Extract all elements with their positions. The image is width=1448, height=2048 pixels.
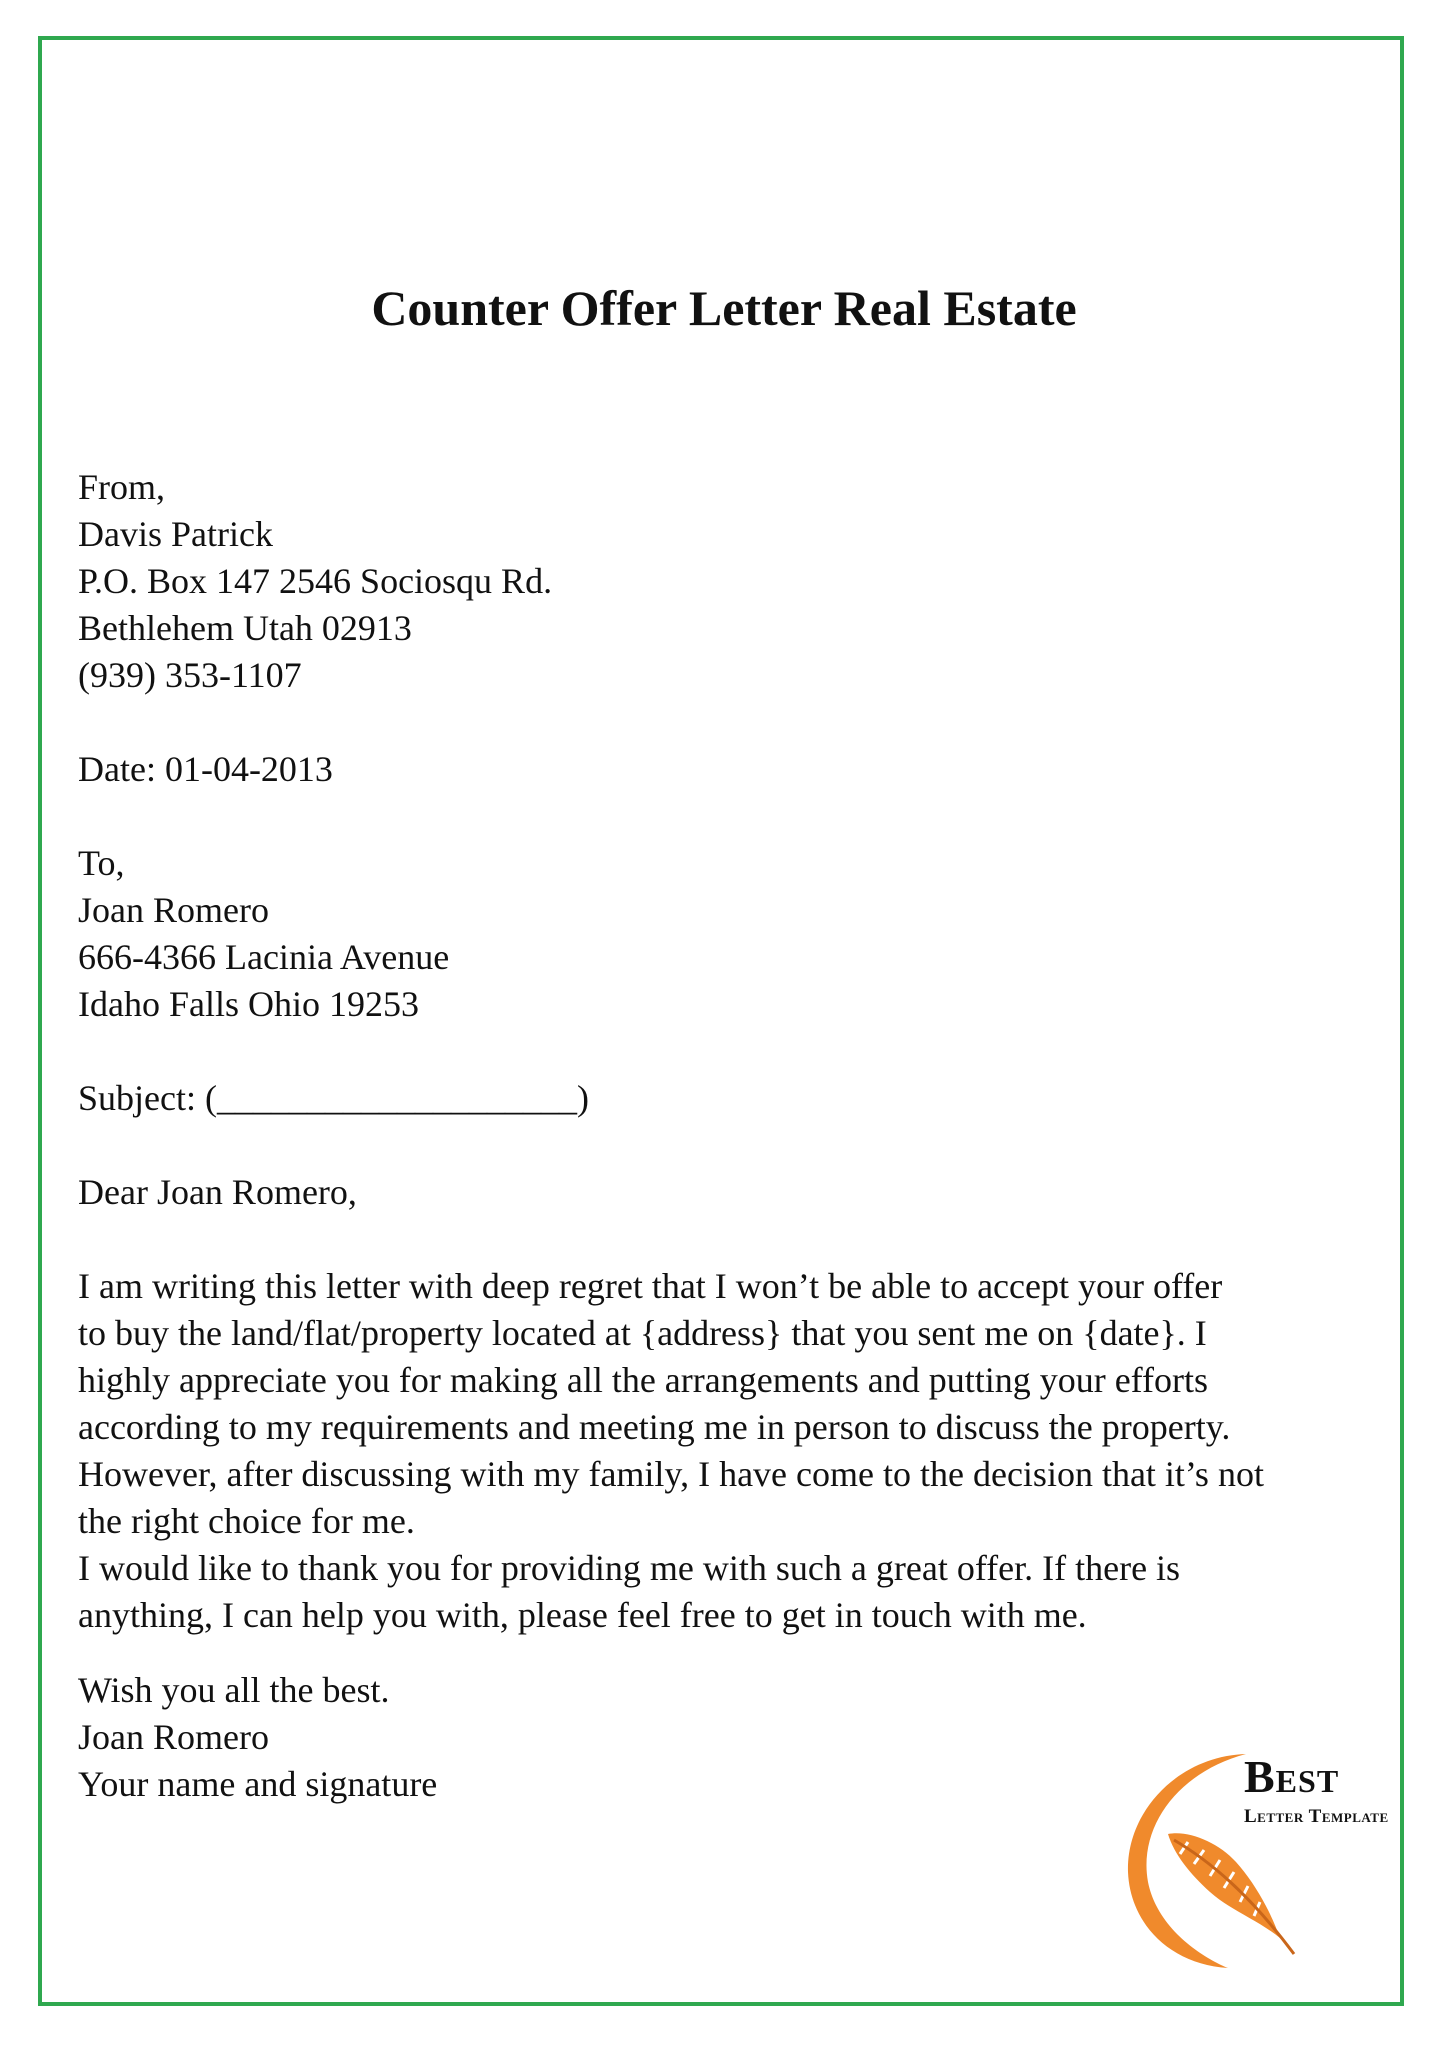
best-letter-template-logo xyxy=(1118,1742,1418,1972)
letter-body xyxy=(78,464,1378,1808)
body-paragraph xyxy=(78,1263,1378,1639)
recipient-block xyxy=(78,840,1378,1028)
body-line: I am writing this letter with deep regret that I won’t be able to accept your offer xyxy=(78,1266,1223,1306)
recipient-name: Joan Romero xyxy=(78,890,269,930)
sender-address-line2: Bethlehem Utah 02913 xyxy=(78,608,412,648)
letter-title: Counter Offer Letter Real Estate xyxy=(371,280,1077,336)
body-line: anything, I can help you with, please feel free to get in touch with me. xyxy=(78,1595,1087,1635)
to-label: To, xyxy=(78,843,125,883)
logo-subtitle: Letter Template xyxy=(1244,1806,1389,1827)
body-line: However, after discussing with my family, I have come to the decision that it’s not xyxy=(78,1454,1264,1494)
body-line: the right choice for me. xyxy=(78,1501,415,1541)
sender-name: Davis Patrick xyxy=(78,514,273,554)
sender-phone: (939) 353-1107 xyxy=(78,655,302,695)
closing-name: Joan Romero xyxy=(78,1717,269,1757)
recipient-address-line2: Idaho Falls Ohio 19253 xyxy=(78,984,419,1024)
subject-line: Subject: (____________________) xyxy=(78,1078,589,1118)
letter-date: Date: 01-04-2013 xyxy=(78,749,333,789)
from-label: From, xyxy=(78,467,166,507)
recipient-address-line1: 666-4366 Lacinia Avenue xyxy=(78,937,450,977)
logo-wordmark: Best xyxy=(1244,1751,1340,1802)
sender-block xyxy=(78,464,1378,699)
closing-line: Wish you all the best. xyxy=(78,1670,390,1710)
body-line: to buy the land/flat/property located at {address} that you sent me on {date}. I xyxy=(78,1313,1207,1353)
salutation: Dear Joan Romero, xyxy=(78,1172,357,1212)
body-line: according to my requirements and meeting me in person to discuss the property. xyxy=(78,1407,1231,1447)
signature-note: Your name and signature xyxy=(78,1764,438,1804)
body-line: highly appreciate you for making all the arrangements and putting your efforts xyxy=(78,1360,1208,1400)
sender-address-line1: P.O. Box 147 2546 Sociosqu Rd. xyxy=(78,561,553,601)
body-line: I would like to thank you for providing me with such a great offer. If there is xyxy=(78,1548,1181,1588)
